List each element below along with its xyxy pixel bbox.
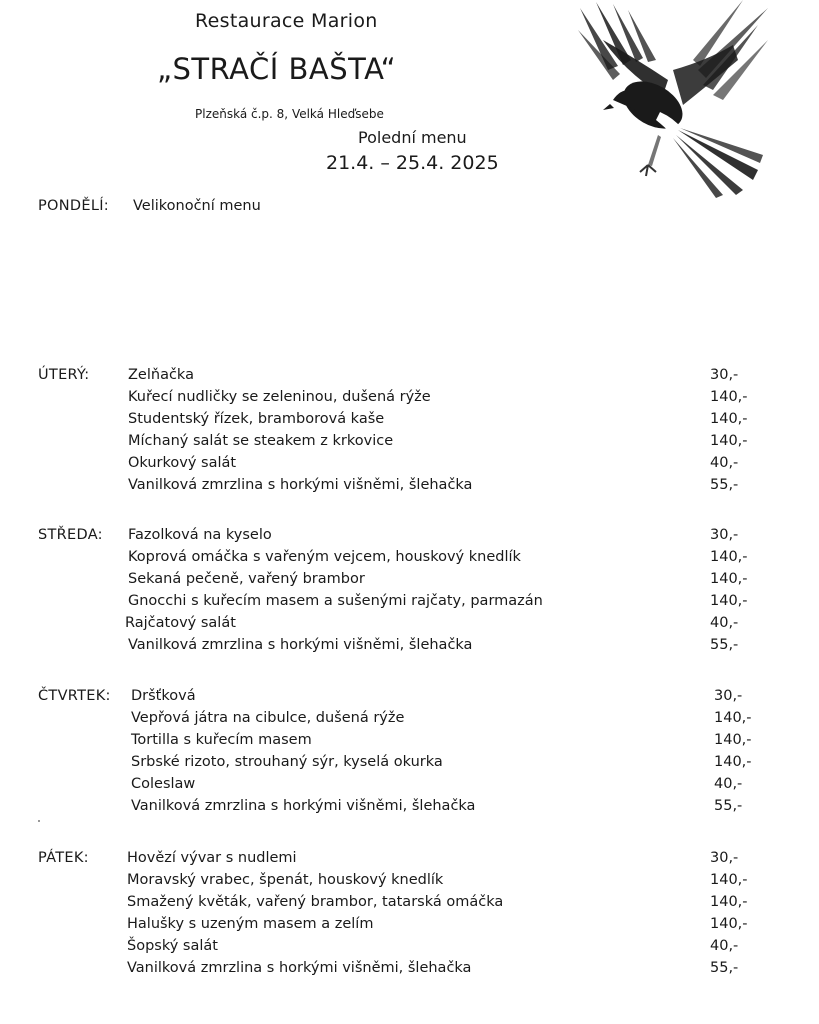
day-label-friday: PÁTEK: [38, 850, 89, 866]
day-label-monday: PONDĚLÍ: [38, 198, 109, 214]
monday-note: Velikonoční menu [133, 198, 261, 214]
menu-item: Míchaný salát se steakem z krkovice [128, 433, 394, 449]
menu-item: Vanilková zmrzlina s horkými višněmi, šlehačka [127, 960, 472, 976]
stray-mark [38, 820, 40, 822]
menu-item: Gnocchi s kuřecím masem a sušenými rajčaty, parmazán [128, 593, 543, 609]
menu-item: Šopský salát [127, 938, 218, 954]
menu-price: 55,- [710, 960, 739, 976]
menu-price: 55,- [710, 477, 739, 493]
menu-price: 40,- [714, 776, 743, 792]
menu-price: 140,- [710, 549, 748, 565]
menu-item: Dršťková [131, 688, 196, 704]
menu-item: Okurkový salát [128, 455, 237, 471]
menu-price: 140,- [710, 894, 748, 910]
menu-item: Zelňačka [128, 367, 194, 383]
menu-item: Srbské rizoto, strouhaný sýr, kyselá okurka [131, 754, 443, 770]
menu-price: 140,- [714, 710, 752, 726]
menu-item: Vanilková zmrzlina s horkými višněmi, šlehačka [131, 798, 476, 814]
menu-item: Vanilková zmrzlina s horkými višněmi, šlehačka [128, 637, 473, 653]
menu-item: Halušky s uzeným masem a zelím [127, 916, 374, 932]
page-title: „STRAČÍ BAŠTA“ [157, 52, 397, 86]
address: Plzeňská č.p. 8, Velká Hleďsebe [195, 107, 384, 121]
menu-price: 140,- [714, 732, 752, 748]
menu-price: 140,- [710, 389, 748, 405]
magpie-bird-icon [568, 0, 778, 200]
menu-item: Rajčatový salát [125, 615, 236, 631]
menu-item: Sekaná pečeně, vařený brambor [128, 571, 365, 587]
date-range: 21.4. – 25.4. 2025 [326, 152, 499, 174]
menu-price: 40,- [710, 938, 739, 954]
menu-item: Coleslaw [131, 776, 196, 792]
menu-price: 140,- [710, 916, 748, 932]
menu-item: Tortilla s kuřecím masem [131, 732, 312, 748]
menu-price: 55,- [714, 798, 743, 814]
menu-item: Smažený květák, vařený brambor, tatarská omáčka [127, 894, 504, 910]
menu-price: 140,- [710, 872, 748, 888]
menu-price: 140,- [714, 754, 752, 770]
menu-price: 30,- [710, 850, 739, 866]
menu-price: 55,- [710, 637, 739, 653]
menu-label: Polední menu [358, 128, 467, 147]
menu-price: 40,- [710, 455, 739, 471]
menu-item: Studentský řízek, bramborová kaše [128, 411, 385, 427]
menu-item: Vanilková zmrzlina s horkými višněmi, šlehačka [128, 477, 473, 493]
menu-price: 140,- [710, 411, 748, 427]
day-label-wednesday: STŘEDA: [38, 527, 103, 543]
menu-price: 40,- [710, 615, 739, 631]
menu-item: Kuřecí nudličky se zeleninou, dušená rýže [128, 389, 431, 405]
menu-item: Vepřová játra na cibulce, dušená rýže [131, 710, 405, 726]
day-label-thursday: ČTVRTEK: [38, 688, 111, 704]
menu-price: 30,- [710, 527, 739, 543]
menu-price: 140,- [710, 593, 748, 609]
restaurant-name: Restaurace Marion [195, 10, 378, 32]
menu-item: Moravský vrabec, špenát, houskový knedlík [127, 872, 444, 888]
menu-price: 140,- [710, 433, 748, 449]
day-label-tuesday: ÚTERÝ: [38, 367, 90, 383]
menu-item: Fazolková na kyselo [128, 527, 272, 543]
menu-price: 140,- [710, 571, 748, 587]
menu-item: Koprová omáčka s vařeným vejcem, houskový knedlík [128, 549, 521, 565]
menu-price: 30,- [714, 688, 743, 704]
menu-price: 30,- [710, 367, 739, 383]
menu-item: Hovězí vývar s nudlemi [127, 850, 297, 866]
